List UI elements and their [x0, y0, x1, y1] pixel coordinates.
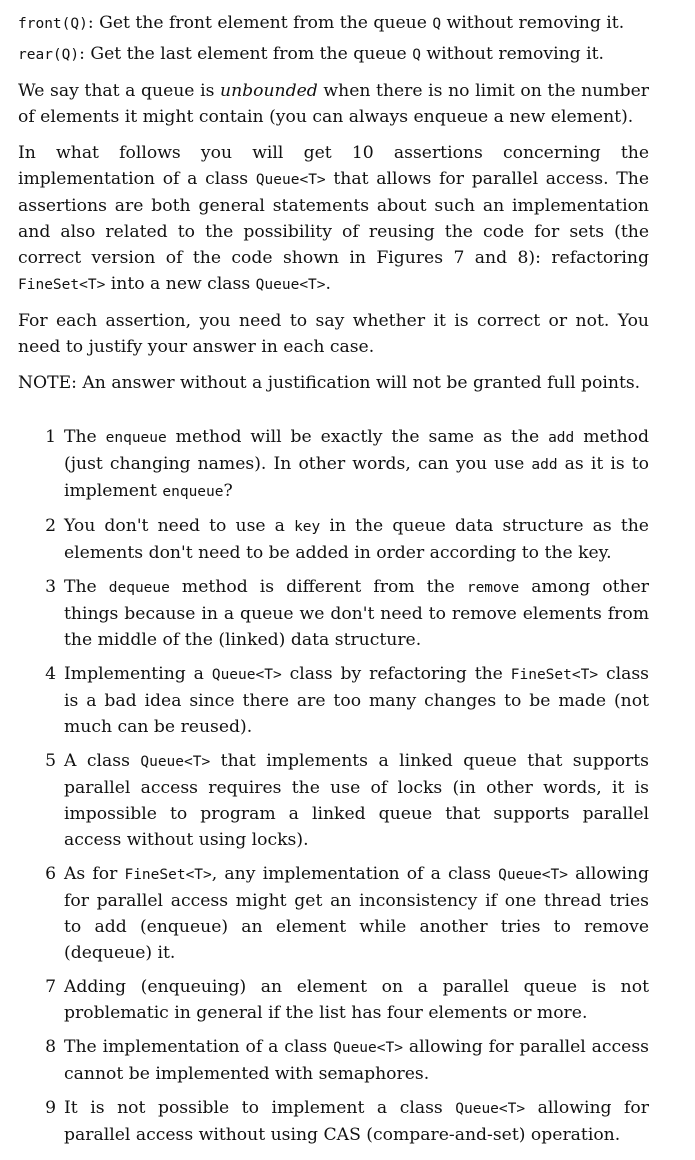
assertion-text: As for FineSet<T>, any implementation of a class Queue<T> allowing for parallel access might get an inconsistency if one thread tries to add (enqueue) an element while another tries to remove (dequeue) it.	[64, 864, 649, 963]
code-term: remove	[466, 580, 520, 596]
code-term: enqueue	[105, 430, 167, 446]
assertion-list	[18, 424, 649, 1148]
assertion-text: It is not possible to implement a class Queue<T> allowing for parallel access without using CAS (compare-and-set) operation.	[64, 1098, 649, 1145]
code-term: key	[294, 519, 321, 535]
assertion-text: Implementing a Queue<T> class by refactoring the FineSet<T> class is a bad idea since there are too many changes to be made (not much can be reused).	[64, 664, 649, 737]
assertion-number: 9	[45, 1098, 56, 1118]
assertion-item	[18, 974, 649, 1026]
assertion-text: The enqueue method will be exactly the same as the add method (just changing names). In other words, can you use add as it is to implement enqueue?	[64, 427, 650, 501]
intro-paragraph: In what follows you will get 10 assertions concerning the implementation of a class Queue<T> that allows for parallel access. The assertions are both general statements about such an implementation and also related to the possibility of reusing the code for sets (the correct version of the code shown in Figures 7 and 8): refactoring FineSet<T> into a new class Queue<T>.	[18, 143, 650, 294]
assertion-text: Adding (enqueuing) an element on a parallel queue is not problematic in general if the list has four elements or more.	[64, 977, 649, 1023]
assertion-number: 3	[45, 577, 56, 597]
unbounded-definition: We say that a queue is unbounded when there is no limit on the number of elements it might contain (you can always enqueue a new element).	[18, 81, 649, 127]
code-term: add	[548, 430, 575, 446]
op-front: front(Q): Get the front element from the queue Q without removing it.	[18, 13, 625, 33]
op-signature: front(Q)	[18, 16, 88, 32]
assertion-number: 6	[45, 864, 56, 884]
assertion-item	[18, 748, 649, 853]
code-term: Queue<T>	[140, 754, 211, 770]
unbounded-term: unbounded	[220, 81, 318, 101]
code-term: Queue<T>	[333, 1040, 403, 1056]
assertion-number: 1	[45, 427, 56, 447]
assertion-text: The implementation of a class Queue<T> allowing for parallel access cannot be implemented with semaphores.	[64, 1037, 649, 1084]
assertion-item	[18, 1034, 649, 1087]
assertion-item	[18, 1095, 649, 1148]
assertion-item	[18, 513, 649, 566]
assertion-number: 8	[45, 1037, 56, 1057]
justify-instruction: For each assertion, you need to say whether it is correct or not. You need to justify your answer in each case.	[18, 311, 649, 357]
note: NOTE: An answer without a justification will not be granted full points.	[18, 373, 641, 393]
assertion-item	[18, 861, 649, 966]
assertion-text: You don't need to use a key in the queue data structure as the elements don't need to be added in order according to the key.	[64, 516, 649, 563]
assertion-number: 7	[45, 977, 56, 997]
code-term: enqueue	[162, 484, 224, 500]
code-term: Queue<T>	[211, 667, 282, 683]
code-term: add	[531, 457, 558, 473]
assertion-number: 2	[45, 516, 56, 536]
assertion-number: 4	[45, 664, 56, 684]
assertion-item	[18, 424, 649, 505]
assertion-item	[18, 574, 649, 653]
code-term: FineSet<T>	[124, 867, 212, 883]
code-term: Queue<T>	[455, 1101, 526, 1117]
assertion-text: The dequeue method is different from the remove among other things because in a queue we don't need to remove elements from the middle of the (linked) data structure.	[64, 577, 649, 650]
op-rear: rear(Q): Get the last element from the queue Q without removing it.	[18, 44, 605, 64]
code-term: dequeue	[108, 580, 170, 596]
assertion-number: 5	[45, 751, 56, 771]
assertion-item	[18, 661, 649, 740]
code-term: Queue<T>	[498, 867, 568, 883]
code-term: FineSet<T>	[510, 667, 599, 683]
op-signature: rear(Q)	[18, 47, 80, 63]
assertion-text: A class Queue<T> that implements a linked queue that supports parallel access requires the use of locks (in other words, it is impossible to program a linked queue that supports parallel access without using locks).	[64, 751, 649, 850]
